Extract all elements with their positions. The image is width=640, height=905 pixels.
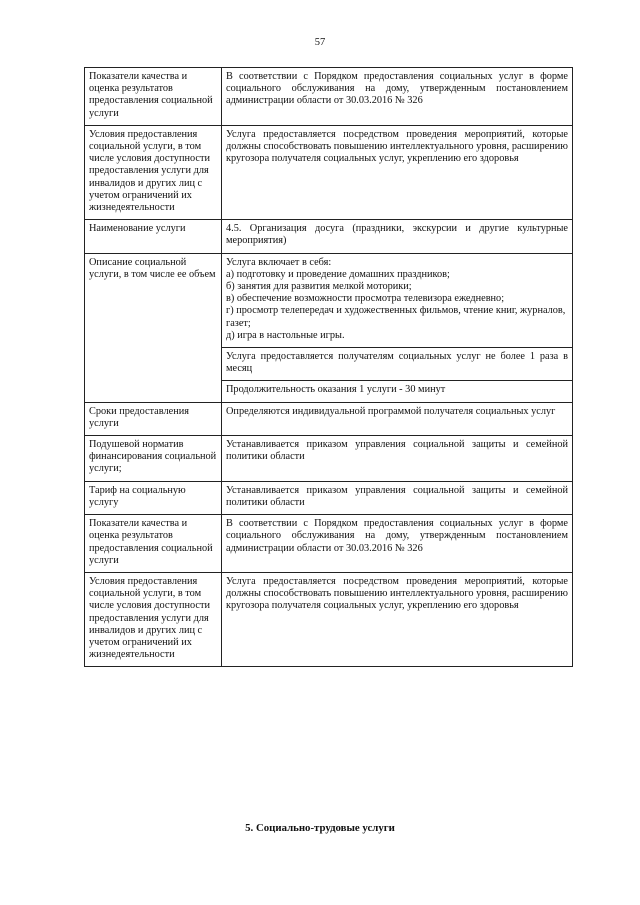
page-number: 57 [314, 37, 326, 48]
service-table [84, 67, 573, 667]
row-value: Услуга предоставляется получателям социальных услуг не более 1 раза в месяц [222, 348, 573, 381]
list-item: в) обеспечение возможности просмотра телевизора ежедневно; [226, 293, 505, 305]
row-value: В соответствии с Порядком предоставления социальных услуг в форме социального обслуживания на дому, утвержденным постановлением администрации области от 30.03.2016 № 326 [222, 515, 573, 573]
row-label: Подушевой норматив финансирования социальной услуги; [85, 436, 222, 482]
row-label: Описание социальной услуги, в том числе ее объем [85, 253, 222, 402]
table-row [85, 515, 573, 573]
row-value: Продолжительность оказания 1 услуги - 30 минут [222, 381, 573, 402]
row-label: Показатели качества и оценка результатов предоставления социальной услуги [85, 68, 222, 126]
row-label: Сроки предоставления услуги [85, 402, 222, 435]
list-intro: Услуга включает в себя: [226, 256, 332, 268]
row-value: В соответствии с Порядком предоставления социальных услуг в форме социального обслуживания на дому, утвержденным постановлением администрации области от 30.03.2016 № 326 [222, 68, 573, 126]
table-row [85, 125, 573, 219]
row-label: Условия предоставления социальной услуги, в том числе условия доступности предоставления услуги для инвалидов и других лиц с учетом ограничений их жизнедеятельности [85, 572, 222, 666]
row-label: Показатели качества и оценка результатов предоставления социальной услуги [85, 515, 222, 573]
row-value: Услуга предоставляется посредством проведения мероприятий, которые должны способствовать повышению интеллектуального уровня, расширению кругозора получателя социальных услуг, укреплению его здоровья [222, 125, 573, 219]
list-item: г) просмотр телепередач и художественных фильмов, чтение книг, журналов, газет; [226, 305, 566, 329]
row-value: Определяются индивидуальной программой получателя социальных услуг [222, 402, 573, 435]
row-value: Услуга предоставляется посредством проведения мероприятий, которые должны способствовать повышению интеллектуального уровня, расширению кругозора получателя социальных услуг, укреплению его здоровья [222, 572, 573, 666]
row-value: Устанавливается приказом управления социальной защиты и семейной политики области [222, 436, 573, 482]
table-row [85, 68, 573, 126]
table-row [85, 572, 573, 666]
row-label: Условия предоставления социальной услуги, в том числе условия доступности предоставления услуги для инвалидов и других лиц с учетом ограничений их жизнедеятельности [85, 125, 222, 219]
section-heading: 5. Социально-трудовые услуги [245, 822, 395, 834]
table-row [85, 402, 573, 435]
row-value: Устанавливается приказом управления социальной защиты и семейной политики области [222, 481, 573, 514]
table-row [85, 220, 573, 253]
row-value: 4.5. Организация досуга (праздники, экскурсии и другие культурные мероприятия) [222, 220, 573, 253]
row-label: Наименование услуги [85, 220, 222, 253]
list-item: а) подготовку и проведение домашних праздников; [226, 268, 450, 280]
row-label: Тариф на социальную услугу [85, 481, 222, 514]
list-item: б) занятия для развития мелкой моторики; [226, 281, 412, 293]
table-row [85, 481, 573, 514]
list-item: д) игра в настольные игры. [226, 329, 345, 341]
table-row [85, 436, 573, 482]
row-value-list [222, 253, 573, 347]
table-row [85, 253, 573, 347]
